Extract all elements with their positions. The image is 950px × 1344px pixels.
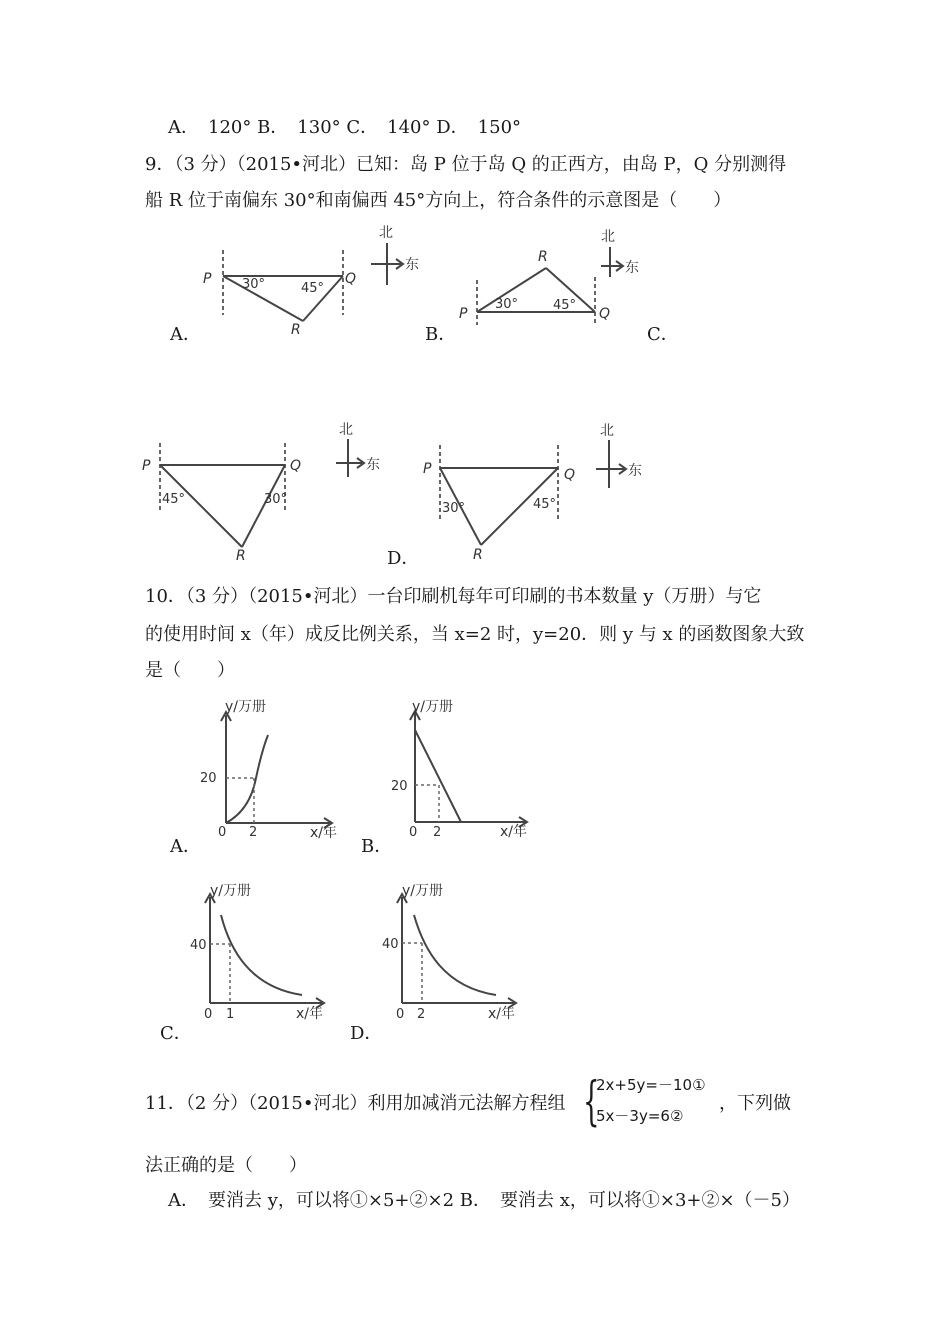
q8-options: A． 120° B． 130° C． 140° D． 150° (168, 117, 522, 138)
q11-line1-pre: 11．（2 分）（2015•河北）利用加减消元法解方程组 (145, 1093, 566, 1114)
q10c-origin: 0 (204, 1007, 213, 1022)
q9a-label-p: P (203, 271, 212, 287)
q11-brace: { (583, 1072, 600, 1132)
q9-option-a: A． (170, 324, 201, 345)
q9c-angle-45: 45° (162, 492, 186, 507)
q9b-angle-45: 45° (553, 298, 577, 313)
q10d-x-tick: 2 (417, 1007, 426, 1022)
q9-figure-a (195, 225, 435, 345)
q10-graph-d (380, 875, 540, 1025)
q10b-y-axis: y/万册 (412, 699, 454, 715)
q9a-angle-30: 30° (242, 277, 266, 292)
q10b-origin: 0 (409, 825, 418, 840)
q10c-y-tick: 40 (190, 938, 207, 953)
q10-option-d: D． (350, 1023, 383, 1044)
q9d-north: 北 (600, 423, 614, 439)
q9d-angle-30: 30° (442, 501, 466, 516)
q9-figure-b (455, 225, 655, 335)
q10b-x-tick: 2 (433, 825, 442, 840)
q9c-north: 北 (339, 422, 353, 438)
q9c-label-p: P (142, 458, 151, 474)
q10d-y-tick: 40 (382, 937, 399, 952)
q10-line1: 10．（3 分）（2015•河北）一台印刷机每年可印刷的书本数量 y（万册）与它 (145, 586, 762, 607)
q10-option-c: C． (160, 1023, 192, 1044)
q10-graph-b (385, 690, 545, 840)
q9c-label-r: R (236, 548, 246, 564)
q9d-label-q: Q (564, 467, 576, 483)
q9b-north: 北 (601, 229, 615, 245)
q10-option-a: A． (170, 836, 201, 857)
q9a-north: 北 (379, 225, 393, 241)
q9a-label-r: R (291, 322, 301, 338)
q9c-east: 东 (366, 457, 380, 473)
q10-line3: 是（ ） (145, 660, 235, 681)
q10d-x-axis: x/年 (488, 1006, 516, 1022)
q9-figure-c (140, 422, 400, 565)
q9d-label-p: P (423, 461, 432, 477)
q9-option-c: C． (647, 324, 679, 345)
q11-eq1: 2x+5y=－10① (596, 1076, 706, 1094)
q10-graph-a (190, 690, 350, 840)
q9c-angle-30: 30° (264, 492, 288, 507)
q9-option-d: D． (387, 548, 420, 569)
q9-option-b: B． (425, 324, 457, 345)
q10c-x-tick: 1 (226, 1007, 235, 1022)
q9b-east: 东 (625, 260, 639, 276)
q11-line1-post: ，下列做 (719, 1093, 791, 1114)
q9c-label-q: Q (290, 458, 302, 474)
q10d-y-axis: y/万册 (402, 883, 444, 899)
q10c-x-axis: x/年 (296, 1006, 324, 1022)
q9-line1: 9．（3 分）（2015•河北）已知：岛 P 位于岛 Q 的正西方，由岛 P，Q 分别测得 (145, 154, 787, 175)
q10b-y-tick: 20 (391, 779, 408, 794)
q10c-y-axis: y/万册 (210, 883, 252, 899)
q9b-label-r: R (538, 249, 548, 265)
q9a-angle-45: 45° (301, 281, 325, 296)
q10a-origin: 0 (218, 825, 227, 840)
q9d-label-r: R (473, 547, 483, 563)
q9-figure-d (418, 420, 668, 565)
q11-eq2: 5x－3y=6② (596, 1107, 684, 1125)
q9b-label-q: Q (599, 306, 611, 322)
q11-options: A． 要消去 y，可以将①×5+②×2 B． 要消去 x，可以将①×3+②×（－5） (168, 1190, 801, 1211)
q9-line2: 船 R 位于南偏东 30°和南偏西 45°方向上，符合条件的示意图是（ ） (145, 190, 732, 211)
q10-option-b: B． (361, 836, 393, 857)
q11-line2: 法正确的是（ ） (145, 1155, 307, 1176)
q10a-x-tick: 2 (249, 825, 258, 840)
q9b-label-p: P (459, 306, 468, 322)
q10-graph-c (190, 875, 350, 1025)
q9d-angle-45: 45° (533, 497, 557, 512)
q10a-y-axis: y/万册 (225, 699, 267, 715)
q9d-east: 东 (628, 463, 642, 479)
q10-line2: 的使用时间 x（年）成反比例关系，当 x=2 时，y=20．则 y 与 x 的函数图象大致 (145, 624, 805, 645)
q9a-east: 东 (405, 257, 419, 273)
q10a-x-axis: x/年 (310, 825, 338, 841)
q9b-angle-30: 30° (495, 297, 519, 312)
q10a-y-tick: 20 (200, 771, 217, 786)
q10b-x-axis: x/年 (500, 824, 528, 840)
q10d-origin: 0 (396, 1007, 405, 1022)
q9a-label-q: Q (345, 271, 357, 287)
